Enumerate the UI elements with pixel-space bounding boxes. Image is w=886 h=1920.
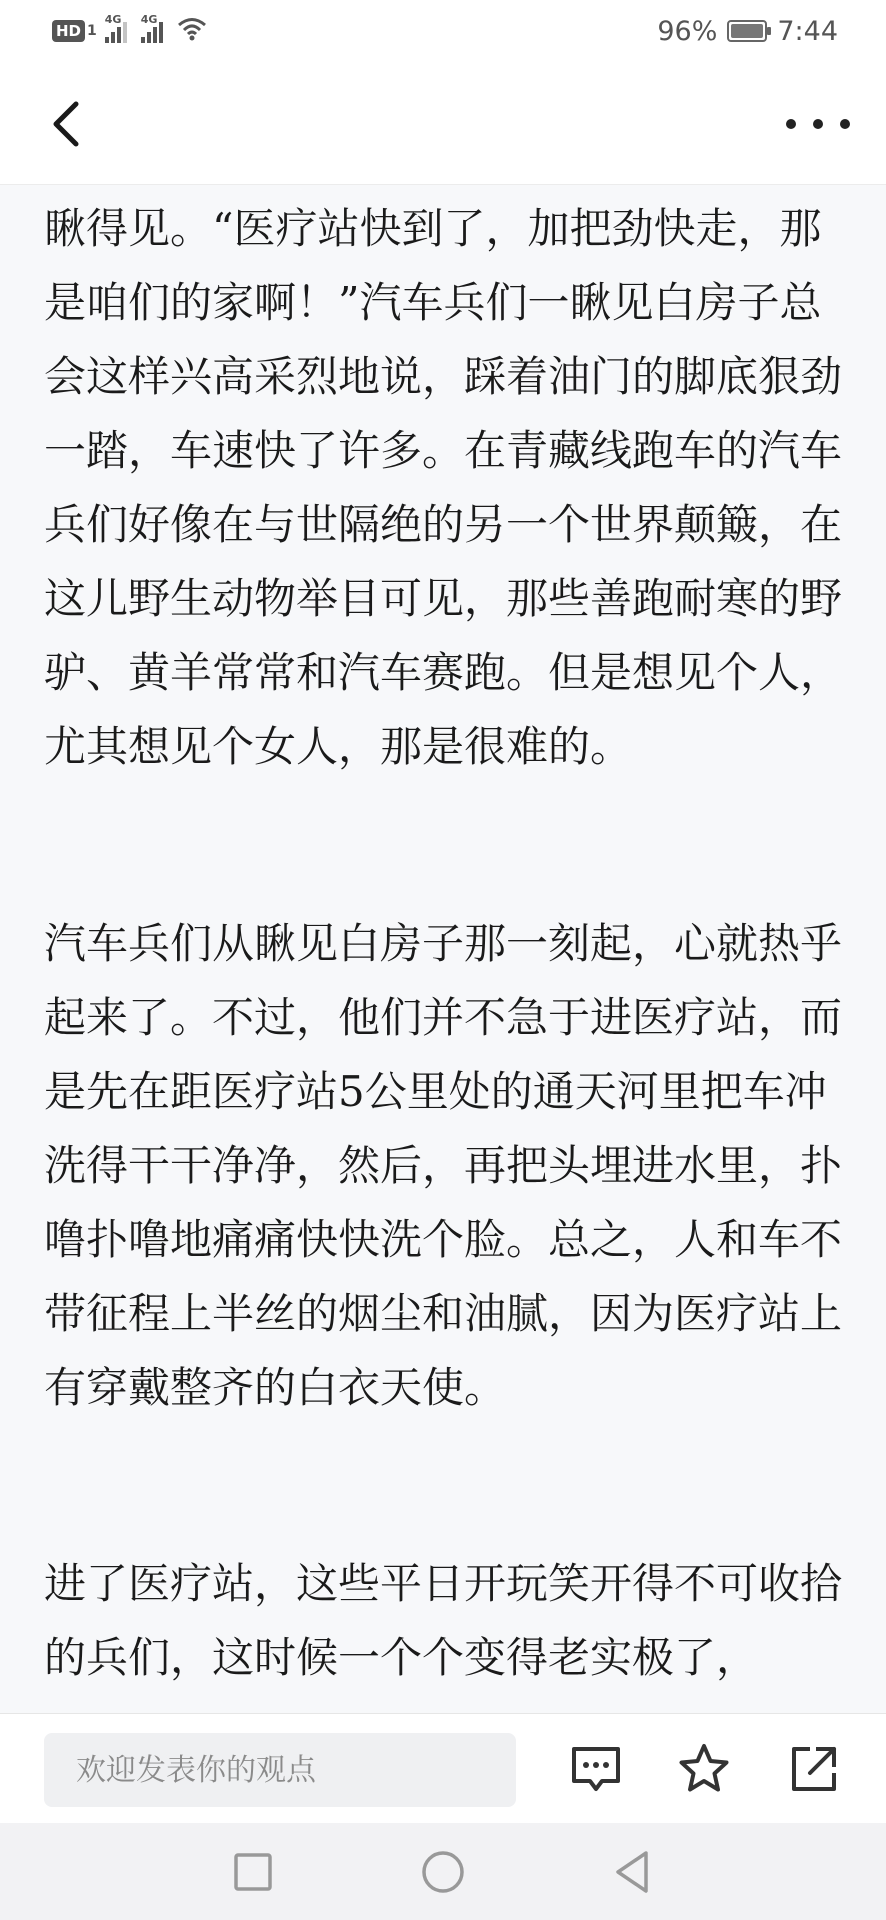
article-paragraph: 汽车兵们从瞅见白房子那一刻起，心就热乎起来了。不过，他们并不急于进医疗站，而是先在距医疗站5公里处的通天河里把车冲洗得干干净净，然后，再把头埋进水里，扑噜扑噜地痛痛快快洗个脸。总之，人和车不带征程上半丝的烟尘和油腻，因为医疗站上有穿戴整齐的白衣天使。 [44, 919, 843, 1412]
status-left-group [52, 14, 207, 48]
chevron-left-icon [40, 96, 96, 152]
system-back-button[interactable] [608, 1847, 658, 1897]
system-nav-bar [0, 1823, 886, 1920]
comment-input[interactable] [44, 1733, 516, 1807]
sim-label: 1 [87, 23, 97, 39]
star-outline-icon [676, 1741, 732, 1797]
article-paragraph: 瞅得见。“医疗站快到了，加把劲快走，那是咱们的家啊！”汽车兵们一瞅见白房子总会这样兴高采烈地说，踩着油门的脚底狠劲一踏，车速快了许多。在青藏线跑车的汽车兵们好像在与世隔绝的另一个世界颠簸，在这儿野生动物举目可见，那些善跑耐寒的野驴、黄羊常常和汽车赛跑。但是想见个人，尤其想见个女人，那是很难的。 [44, 204, 843, 771]
share-button[interactable] [786, 1741, 842, 1797]
square-icon [228, 1847, 278, 1897]
share-external-icon [786, 1741, 842, 1797]
comment-button[interactable] [568, 1741, 624, 1797]
recent-apps-button[interactable] [228, 1847, 278, 1897]
top-nav [0, 62, 886, 185]
signal-network-label: 4G [104, 13, 122, 26]
more-dots-icon [813, 119, 823, 129]
hd-badge: HD [52, 20, 85, 42]
more-button[interactable] [786, 106, 850, 142]
article-body [0, 185, 886, 1713]
signal-network-label: 4G [140, 13, 158, 26]
status-bar [0, 0, 886, 62]
back-button[interactable] [40, 96, 96, 152]
more-dots-icon [840, 119, 850, 129]
circle-icon [418, 1847, 468, 1897]
clock: 7:44 [777, 15, 838, 47]
article-paragraph: 进了医疗站，这些平日开玩笑开得不可收拾的兵们，这时候一个个变得老实极了， [44, 1559, 843, 1682]
comment-action-bar [0, 1713, 886, 1824]
battery-icon [727, 20, 767, 42]
home-button[interactable] [418, 1847, 468, 1897]
comment-bubble-icon [568, 1741, 624, 1797]
favorite-button[interactable] [676, 1741, 732, 1797]
signal-icon [140, 13, 169, 43]
more-dots-icon [786, 119, 796, 129]
triangle-back-icon [608, 1847, 658, 1897]
battery-percent: 96% [657, 15, 718, 47]
status-right-group [657, 14, 838, 48]
signal-icon [104, 13, 133, 43]
wifi-icon [177, 17, 207, 45]
